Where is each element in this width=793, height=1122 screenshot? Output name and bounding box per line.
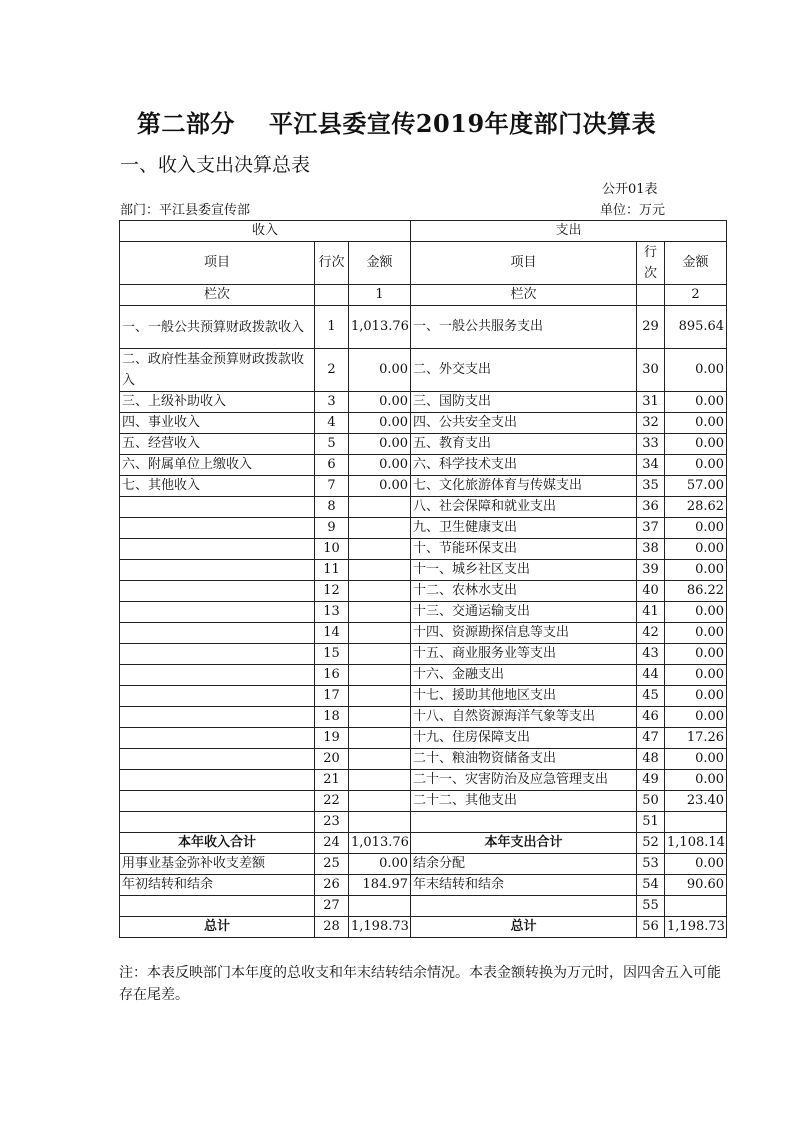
income-amount <box>349 686 411 707</box>
expense-item: 十、节能环保支出 <box>411 539 637 560</box>
expense-amount: 17.26 <box>665 728 727 749</box>
expense-item: 二十二、其他支出 <box>411 791 637 812</box>
income-row-no: 24 <box>315 833 349 854</box>
income-item <box>120 539 315 560</box>
expense-item: 本年支出合计 <box>411 833 637 854</box>
expense-column-number: 2 <box>665 285 727 306</box>
expense-row-no: 50 <box>637 791 665 812</box>
income-item <box>120 749 315 770</box>
income-amount <box>349 539 411 560</box>
income-row-no: 26 <box>315 875 349 896</box>
income-amount: 0.00 <box>349 854 411 875</box>
table-row <box>120 581 727 602</box>
table-row <box>120 770 727 791</box>
income-amount: 0.00 <box>349 349 411 392</box>
income-row-no: 16 <box>315 665 349 686</box>
expense-row-no: 31 <box>637 392 665 413</box>
table-row <box>120 875 727 896</box>
expense-item: 七、文化旅游体育与传媒支出 <box>411 476 637 497</box>
income-row-no: 2 <box>315 349 349 392</box>
income-row-no: 13 <box>315 602 349 623</box>
table-row <box>120 644 727 665</box>
income-item: 二、政府性基金预算财政拨款收入 <box>120 349 315 392</box>
income-item <box>120 812 315 833</box>
expense-amount: 0.00 <box>665 349 727 392</box>
expense-row-no: 29 <box>637 306 665 349</box>
expense-row-no: 32 <box>637 413 665 434</box>
expense-item: 年末结转和结余 <box>411 875 637 896</box>
expense-row-no: 43 <box>637 644 665 665</box>
income-amount: 0.00 <box>349 434 411 455</box>
expense-amount: 0.00 <box>665 602 727 623</box>
expense-row-no: 41 <box>637 602 665 623</box>
expense-amount: 28.62 <box>665 497 727 518</box>
expense-amount: 1,108.14 <box>665 833 727 854</box>
expense-header: 支出 <box>411 221 727 242</box>
expense-amount <box>665 896 727 917</box>
expense-item: 三、国防支出 <box>411 392 637 413</box>
expense-amount: 23.40 <box>665 791 727 812</box>
expense-item: 十五、商业服务业等支出 <box>411 644 637 665</box>
income-amount: 184.97 <box>349 875 411 896</box>
income-item <box>120 644 315 665</box>
expense-amount: 0.00 <box>665 413 727 434</box>
table-row <box>120 455 727 476</box>
income-item: 本年收入合计 <box>120 833 315 854</box>
col-expense-row: 行次 <box>637 242 665 285</box>
income-amount <box>349 581 411 602</box>
income-amount <box>349 497 411 518</box>
expense-amount: 0.00 <box>665 770 727 791</box>
income-column-number: 1 <box>349 285 411 306</box>
income-amount <box>349 812 411 833</box>
expense-row-no: 35 <box>637 476 665 497</box>
section-subtitle: 一、收入支出决算总表 <box>120 154 311 176</box>
expense-item: 一、一般公共服务支出 <box>411 306 637 349</box>
expense-row-no: 33 <box>637 434 665 455</box>
income-row-no: 7 <box>315 476 349 497</box>
income-amount <box>349 665 411 686</box>
form-number: 公开01表 <box>602 182 658 197</box>
income-amount <box>349 644 411 665</box>
expense-row-no: 38 <box>637 539 665 560</box>
income-item <box>120 791 315 812</box>
income-item <box>120 896 315 917</box>
expense-item: 二十一、灾害防治及应急管理支出 <box>411 770 637 791</box>
expense-row-no: 34 <box>637 455 665 476</box>
empty-cell <box>637 285 665 306</box>
income-row-no: 27 <box>315 896 349 917</box>
empty-cell <box>315 285 349 306</box>
footnote: 注：本表反映部门本年度的总收支和年末结转结余情况。本表金额转换为万元时，因四舍五入可能存在尾差。 <box>119 965 721 1003</box>
column-number-row <box>120 285 727 306</box>
income-row-no: 25 <box>315 854 349 875</box>
expense-item: 十六、金融支出 <box>411 665 637 686</box>
department-label: 部门：平江县委宣传部 <box>120 203 251 218</box>
expense-item <box>411 896 637 917</box>
table-row <box>120 665 727 686</box>
income-amount <box>349 728 411 749</box>
expense-item: 九、卫生健康支出 <box>411 518 637 539</box>
table-row <box>120 728 727 749</box>
report-title: 平江县委宣传2019年度部门决算表 <box>268 109 657 138</box>
income-row-no: 17 <box>315 686 349 707</box>
expense-column-label: 栏次 <box>411 285 637 306</box>
income-row-no: 11 <box>315 560 349 581</box>
income-row-no: 12 <box>315 581 349 602</box>
income-item: 总计 <box>120 917 315 938</box>
expense-row-no: 54 <box>637 875 665 896</box>
part-label: 第二部分 <box>136 109 235 138</box>
income-row-no: 4 <box>315 413 349 434</box>
income-item: 六、附属单位上缴收入 <box>120 455 315 476</box>
expense-item <box>411 812 637 833</box>
expense-row-no: 51 <box>637 812 665 833</box>
table-row <box>120 560 727 581</box>
income-amount: 1,013.76 <box>349 833 411 854</box>
expense-amount: 0.00 <box>665 434 727 455</box>
table-row <box>120 602 727 623</box>
income-item: 用事业基金弥补收支差额 <box>120 854 315 875</box>
expense-item: 十二、农林水支出 <box>411 581 637 602</box>
expense-amount: 0.00 <box>665 518 727 539</box>
table-row <box>120 434 727 455</box>
income-item <box>120 497 315 518</box>
expense-row-no: 30 <box>637 349 665 392</box>
table-row <box>120 812 727 833</box>
income-item: 四、事业收入 <box>120 413 315 434</box>
income-item <box>120 623 315 644</box>
total-row <box>120 917 727 938</box>
income-row-no: 28 <box>315 917 349 938</box>
table-row <box>120 791 727 812</box>
expense-row-no: 45 <box>637 686 665 707</box>
expense-item: 十九、住房保障支出 <box>411 728 637 749</box>
income-row-no: 3 <box>315 392 349 413</box>
expense-row-no: 37 <box>637 518 665 539</box>
expense-row-no: 44 <box>637 665 665 686</box>
income-amount <box>349 623 411 644</box>
expense-row-no: 52 <box>637 833 665 854</box>
expense-item: 十八、自然资源海洋气象等支出 <box>411 707 637 728</box>
expense-amount: 0.00 <box>665 623 727 644</box>
income-row-no: 19 <box>315 728 349 749</box>
expense-row-no: 40 <box>637 581 665 602</box>
income-header: 收入 <box>120 221 411 242</box>
expense-item: 二十、粮油物资储备支出 <box>411 749 637 770</box>
income-amount <box>349 770 411 791</box>
income-item <box>120 602 315 623</box>
expense-amount: 0.00 <box>665 539 727 560</box>
expense-item: 总计 <box>411 917 637 938</box>
expense-amount: 0.00 <box>665 749 727 770</box>
table-header-row <box>120 221 727 242</box>
table-row <box>120 749 727 770</box>
income-item: 五、经营收入 <box>120 434 315 455</box>
col-expense-item: 项目 <box>411 242 637 285</box>
expense-amount <box>665 812 727 833</box>
income-item <box>120 581 315 602</box>
expense-amount: 0.00 <box>665 644 727 665</box>
income-row-no: 21 <box>315 770 349 791</box>
income-row-no: 14 <box>315 623 349 644</box>
table-row <box>120 349 727 392</box>
income-row-no: 10 <box>315 539 349 560</box>
table-row <box>120 306 727 349</box>
income-item: 七、其他收入 <box>120 476 315 497</box>
column-header-row <box>120 242 727 285</box>
income-amount <box>349 791 411 812</box>
income-item: 年初结转和结余 <box>120 875 315 896</box>
table-row <box>120 392 727 413</box>
income-row-no: 1 <box>315 306 349 349</box>
expense-row-no: 49 <box>637 770 665 791</box>
income-row-no: 5 <box>315 434 349 455</box>
table-row <box>120 623 727 644</box>
expense-item: 结余分配 <box>411 854 637 875</box>
unit-label: 单位：万元 <box>600 203 666 218</box>
income-item <box>120 770 315 791</box>
income-item <box>120 707 315 728</box>
expense-row-no: 39 <box>637 560 665 581</box>
expense-item: 四、公共安全支出 <box>411 413 637 434</box>
income-row-no: 18 <box>315 707 349 728</box>
income-item <box>120 560 315 581</box>
col-income-amount: 金额 <box>349 242 411 285</box>
income-amount: 1,013.76 <box>349 306 411 349</box>
income-item <box>120 665 315 686</box>
income-row-no: 23 <box>315 812 349 833</box>
table-row <box>120 497 727 518</box>
income-amount <box>349 602 411 623</box>
expense-amount: 0.00 <box>665 560 727 581</box>
table-row <box>120 413 727 434</box>
income-column-label: 栏次 <box>120 285 315 306</box>
expense-row-no: 42 <box>637 623 665 644</box>
expense-item: 十七、援助其他地区支出 <box>411 686 637 707</box>
expense-amount: 1,198.73 <box>665 917 727 938</box>
table-row <box>120 518 727 539</box>
subtotal-row <box>120 833 727 854</box>
table-row <box>120 854 727 875</box>
income-amount <box>349 896 411 917</box>
income-amount <box>349 707 411 728</box>
expense-row-no: 47 <box>637 728 665 749</box>
budget-summary-table <box>119 220 727 938</box>
expense-amount: 0.00 <box>665 854 727 875</box>
col-income-row: 行次 <box>315 242 349 285</box>
expense-amount: 0.00 <box>665 392 727 413</box>
expense-amount: 90.60 <box>665 875 727 896</box>
expense-row-no: 56 <box>637 917 665 938</box>
income-row-no: 8 <box>315 497 349 518</box>
income-amount: 0.00 <box>349 455 411 476</box>
income-amount: 0.00 <box>349 392 411 413</box>
expense-item: 十三、交通运输支出 <box>411 602 637 623</box>
expense-row-no: 48 <box>637 749 665 770</box>
expense-amount: 0.00 <box>665 707 727 728</box>
expense-row-no: 36 <box>637 497 665 518</box>
income-item <box>120 728 315 749</box>
col-income-item: 项目 <box>120 242 315 285</box>
expense-amount: 86.22 <box>665 581 727 602</box>
page-title <box>0 104 793 139</box>
income-amount: 0.00 <box>349 476 411 497</box>
expense-item: 八、社会保障和就业支出 <box>411 497 637 518</box>
table-row <box>120 896 727 917</box>
expense-item: 五、教育支出 <box>411 434 637 455</box>
income-row-no: 22 <box>315 791 349 812</box>
income-item <box>120 518 315 539</box>
expense-item: 六、科学技术支出 <box>411 455 637 476</box>
table-row <box>120 686 727 707</box>
expense-item: 二、外交支出 <box>411 349 637 392</box>
table-row <box>120 707 727 728</box>
income-row-no: 15 <box>315 644 349 665</box>
expense-amount: 0.00 <box>665 665 727 686</box>
income-amount: 1,198.73 <box>349 917 411 938</box>
income-row-no: 20 <box>315 749 349 770</box>
expense-amount: 57.00 <box>665 476 727 497</box>
income-item: 三、上级补助收入 <box>120 392 315 413</box>
expense-amount: 0.00 <box>665 686 727 707</box>
expense-amount: 895.64 <box>665 306 727 349</box>
table-row <box>120 476 727 497</box>
income-item: 一、一般公共预算财政拨款收入 <box>120 306 315 349</box>
expense-item: 十四、资源勘探信息等支出 <box>411 623 637 644</box>
expense-row-no: 53 <box>637 854 665 875</box>
expense-row-no: 46 <box>637 707 665 728</box>
income-row-no: 9 <box>315 518 349 539</box>
income-amount <box>349 518 411 539</box>
expense-row-no: 55 <box>637 896 665 917</box>
income-item <box>120 686 315 707</box>
income-amount: 0.00 <box>349 413 411 434</box>
income-row-no: 6 <box>315 455 349 476</box>
col-expense-amount: 金额 <box>665 242 727 285</box>
table-row <box>120 539 727 560</box>
income-amount <box>349 560 411 581</box>
expense-amount: 0.00 <box>665 455 727 476</box>
expense-item: 十一、城乡社区支出 <box>411 560 637 581</box>
income-amount <box>349 749 411 770</box>
